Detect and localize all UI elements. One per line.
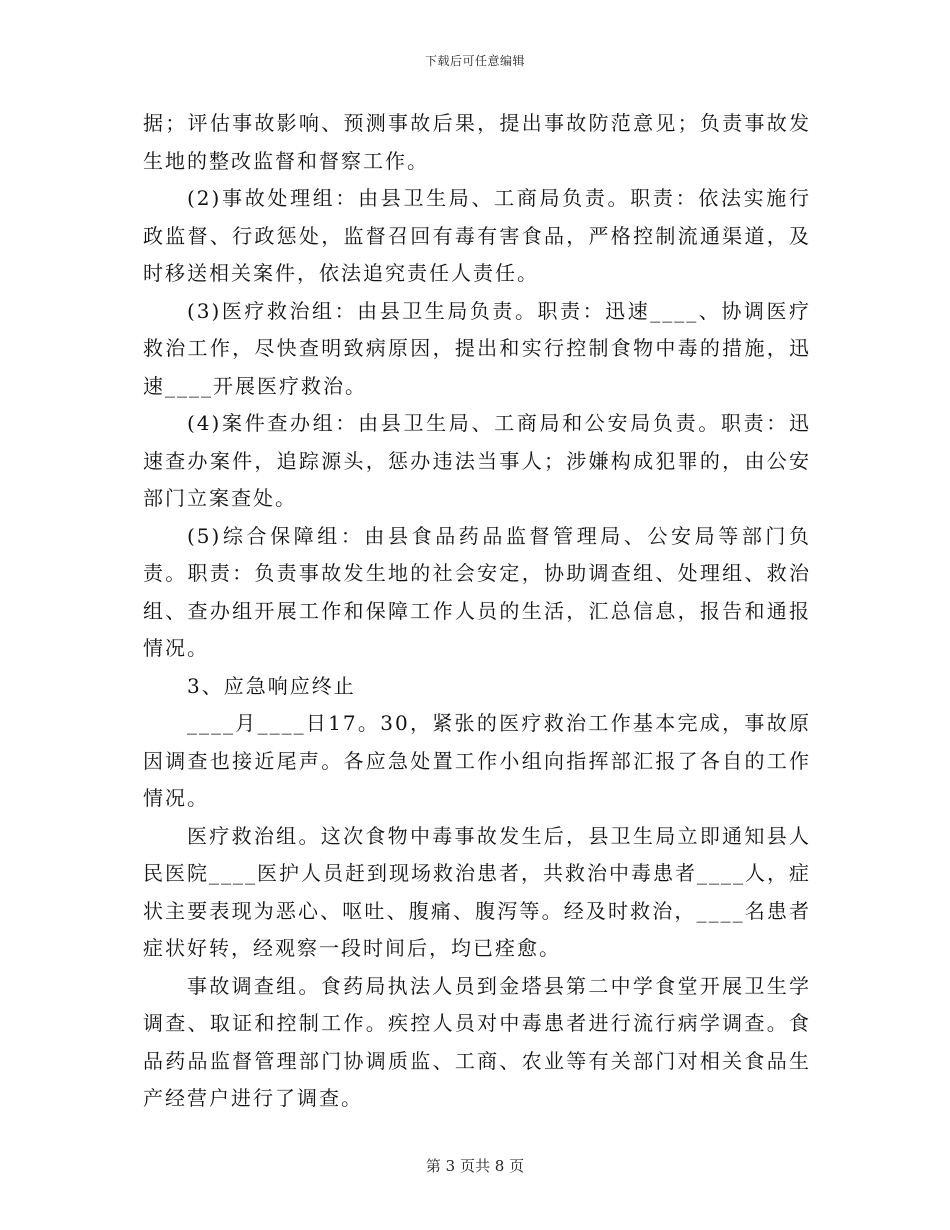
paragraph-7: ____月____日17。30，紧张的医疗救治工作基本完成，事故原因调查也接近尾声。各应急处置工作小组向指挥部汇报了各自的工作情况。 (143, 711, 811, 810)
page-footer: 第 3 页共 8 页 (425, 1157, 525, 1175)
paragraph-2: (2)事故处理组：由县卫生局、工商局负责。职责：依法实施行政监督、行政惩处，监督召回有毒有害食品，严格控制流通渠道，及时移送相关案件，依法追究责任人责任。 (143, 186, 811, 285)
section-heading: 3、应急响应终止 (187, 673, 356, 698)
page-header: 下载后可任意编辑 (424, 54, 525, 68)
document-body (143, 105, 811, 1118)
paragraph-9: 事故调查组。食药局执法人员到金塔县第二中学食堂开展卫生学调查、取证和控制工作。疾控人员对中毒患者进行流行病学调查。食品药品监督管理部门协调质监、工商、农业等有关部门对相关食品生产经营户进行了调查。 (143, 973, 811, 1110)
paragraph-1: 据；评估事故影响、预测事故后果，提出事故防范意见；负责事故发生地的整改监督和督察工作。 (143, 111, 811, 173)
paragraph-3: (3)医疗救治组：由县卫生局负责。职责：迅速____、协调医疗救治工作，尽快查明致病原因，提出和实行控制食物中毒的措施，迅速____开展医疗救治。 (143, 298, 811, 398)
paragraph-5: (5)综合保障组：由县食品药品监督管理局、公安局等部门负责。职责：负责事故发生地的社会安定，协助调查组、处理组、救治组、查办组开展工作和保障工作人员的生活，汇总信息，报告和通报情况。 (143, 523, 811, 660)
paragraph-8: 医疗救治组。这次食物中毒事故发生后，县卫生局立即通知县人民医院____医护人员赶到现场救治患者，共救治中毒患者____人，症状主要表现为恶心、呕吐、腹痛、腹泻等。经及时救治，____名患者症状好转，经观察一段时间后，均已痊愈。 (143, 823, 811, 960)
paragraph-4: (4)案件查办组：由县卫生局、工商局和公安局负责。职责：迅速查办案件，追踪源头，惩办违法当事人；涉嫌构成犯罪的，由公安部门立案查处。 (143, 411, 811, 510)
